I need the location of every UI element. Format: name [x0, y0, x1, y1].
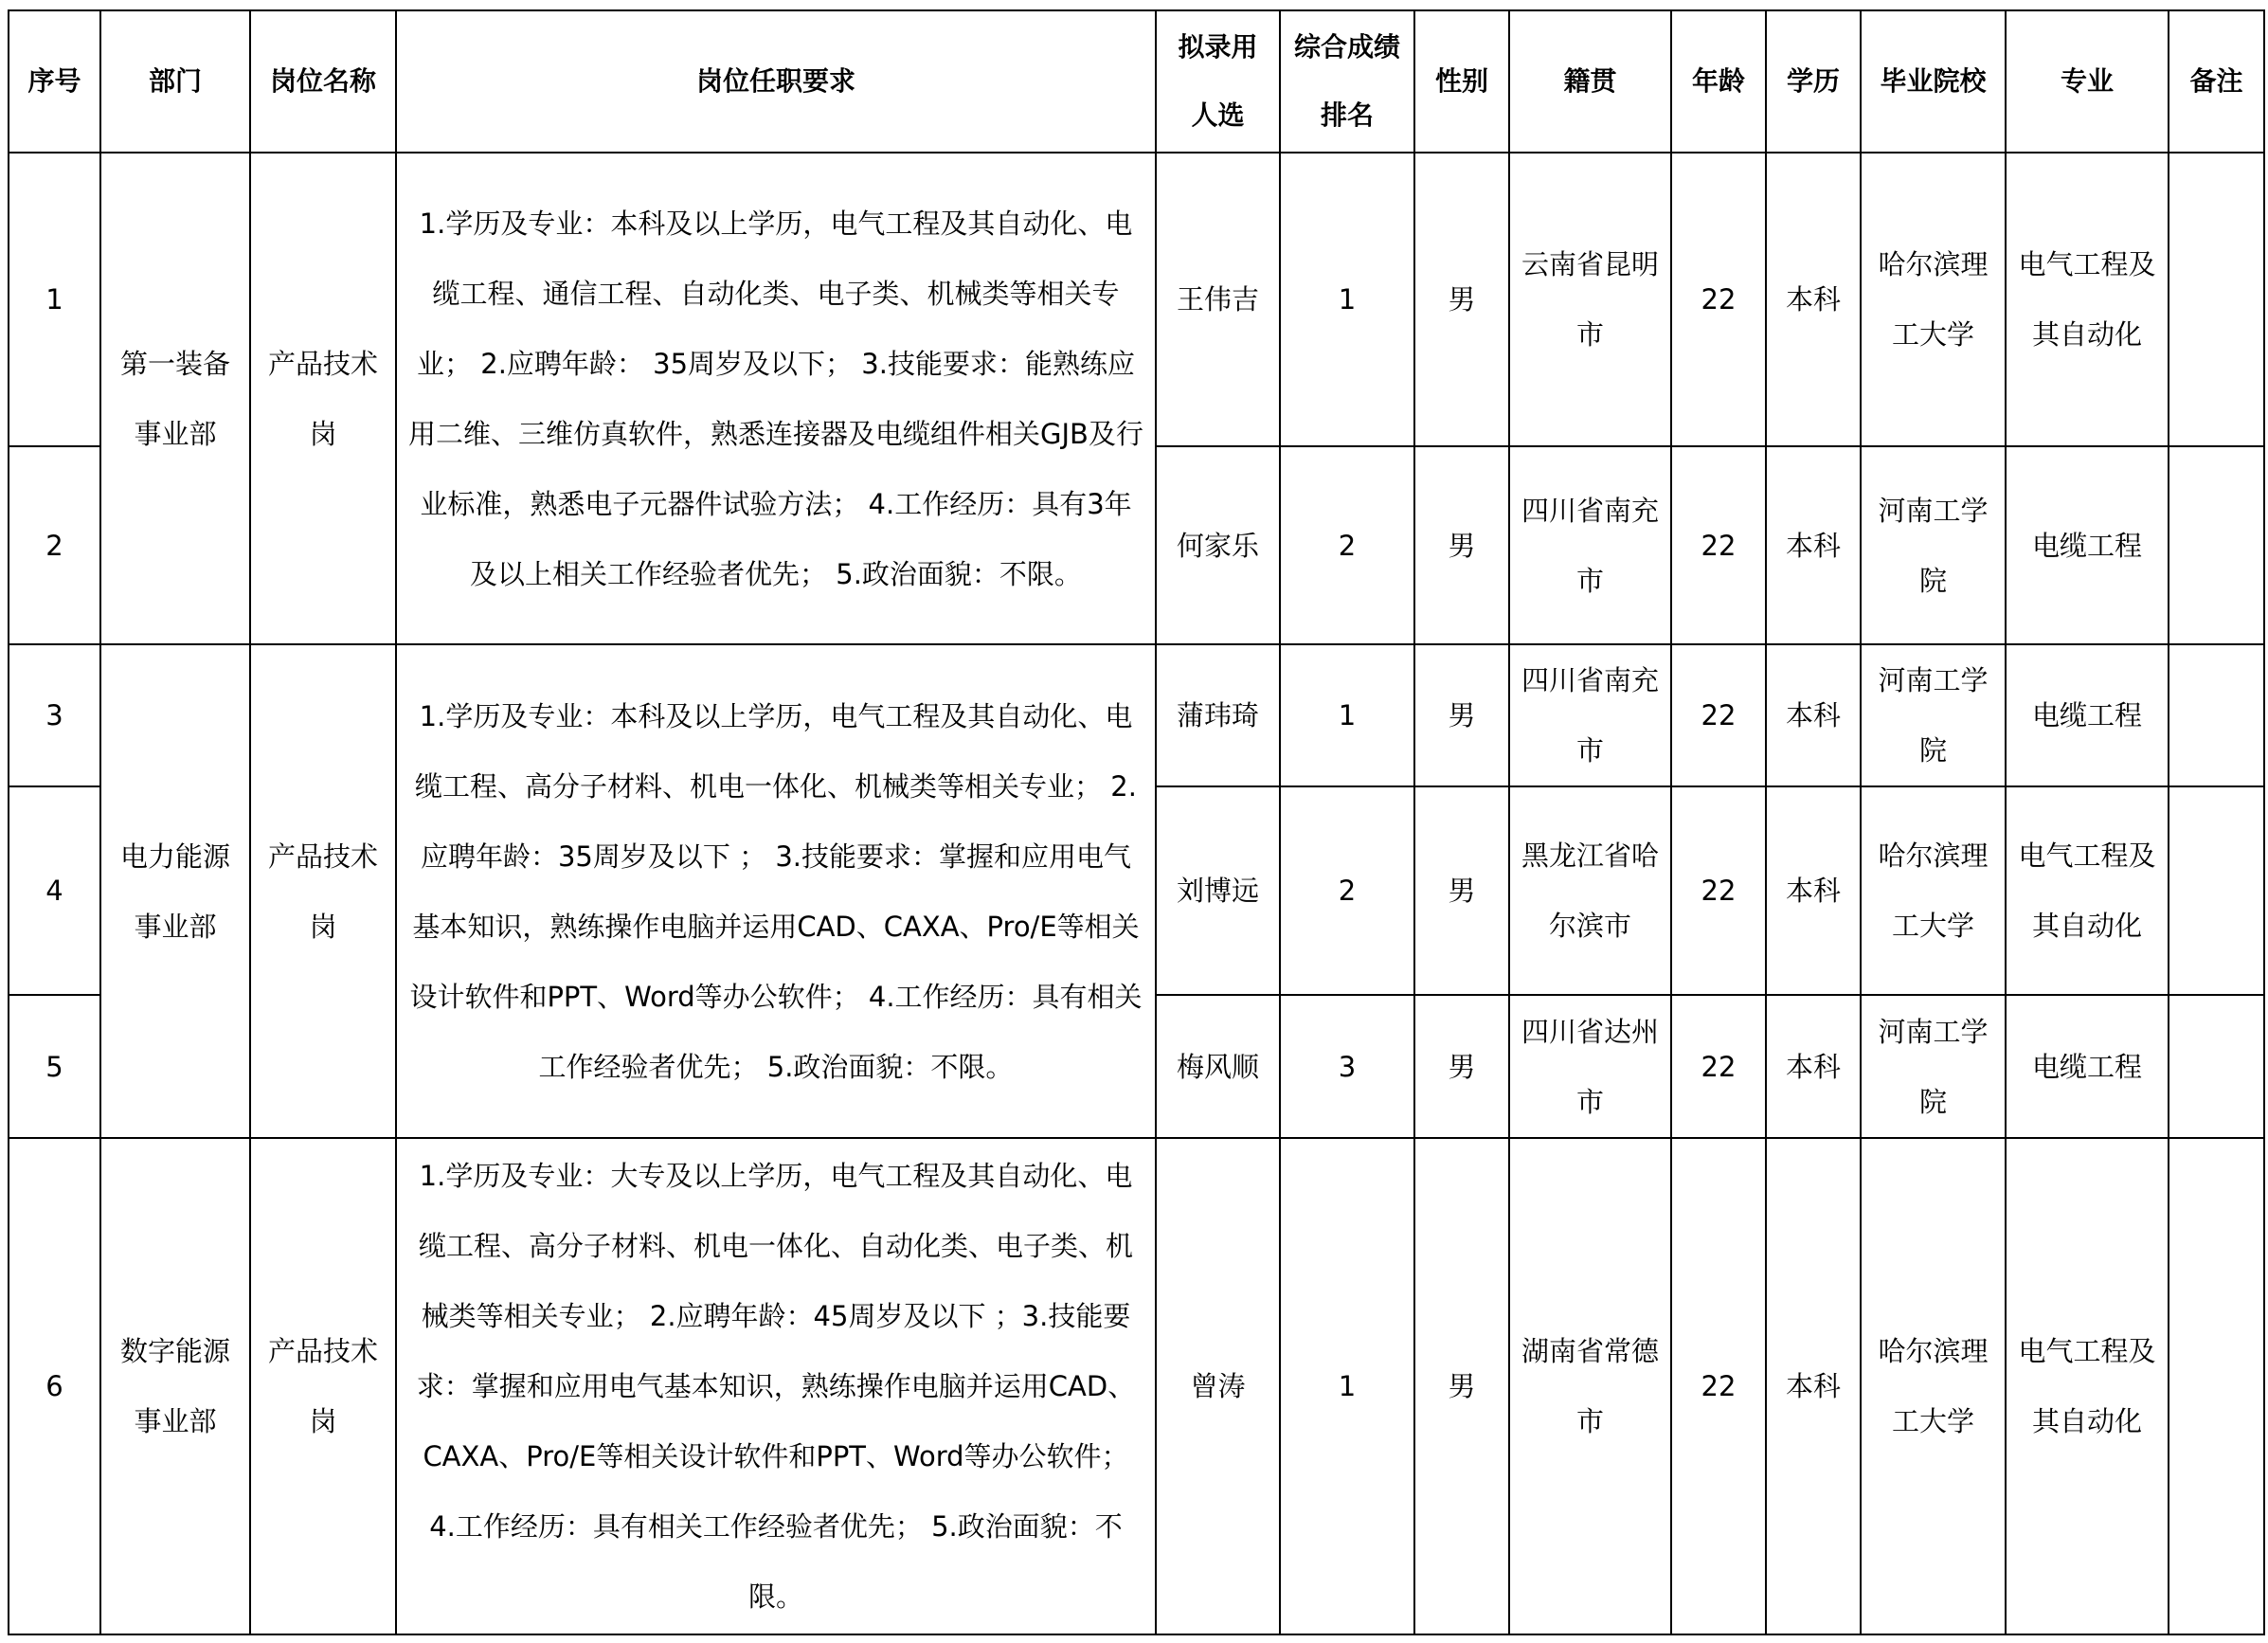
cell-major: 电缆工程 — [2006, 446, 2169, 644]
cell-position: 产品技术岗 — [250, 1138, 396, 1634]
cell-school: 哈尔滨理工大学 — [1861, 1138, 2006, 1634]
header-age: 年龄 — [1671, 10, 1766, 153]
cell-origin: 四川省南充市 — [1509, 644, 1671, 786]
cell-seq: 5 — [9, 995, 100, 1138]
cell-remark — [2169, 786, 2264, 995]
cell-education: 本科 — [1766, 644, 1861, 786]
cell-gender: 男 — [1414, 644, 1509, 786]
cell-education: 本科 — [1766, 446, 1861, 644]
cell-gender: 男 — [1414, 153, 1509, 446]
cell-major: 电气工程及其自动化 — [2006, 153, 2169, 446]
cell-seq: 2 — [9, 446, 100, 644]
cell-candidate: 曾涛 — [1156, 1138, 1280, 1634]
header-rank-text: 综合成绩排名 — [1293, 31, 1400, 131]
cell-requirements: 1.学历及专业：本科及以上学历，电气工程及其自动化、电缆工程、通信工程、自动化类、电子类、机械类等相关专业； 2.应聘年龄： 35周岁及以下； 3.技能要求：能熟练应用二维、三维仿真软件，熟悉连接器及电缆组件相关GJB及行业标准，熟悉电子元器件试验方法； 4.工作经历：具有3年及以上相关工作经验者优先； 5.政治面貌：不限。 — [396, 153, 1156, 644]
cell-education: 本科 — [1766, 153, 1861, 446]
cell-rank: 1 — [1280, 644, 1414, 786]
cell-gender: 男 — [1414, 995, 1509, 1138]
cell-origin: 云南省昆明市 — [1509, 153, 1671, 446]
cell-major: 电缆工程 — [2006, 995, 2169, 1138]
header-major: 专业 — [2006, 10, 2169, 153]
cell-requirements: 1.学历及专业：大专及以上学历，电气工程及其自动化、电缆工程、高分子材料、机电一体化、自动化类、电子类、机械类等相关专业； 2.应聘年龄：45周岁及以下 ；3.技能要求：掌握和应用电气基本知识，熟练操作电脑并运用CAD、CAXA、Pro/E等相关设计软件和PPT、Word等办公软件； 4.工作经历：具有相关工作经验者优先； 5.政治面貌：不限。 — [396, 1138, 1156, 1634]
cell-age: 22 — [1671, 446, 1766, 644]
cell-remark — [2169, 153, 2264, 446]
cell-origin: 四川省南充市 — [1509, 446, 1671, 644]
cell-age: 22 — [1671, 786, 1766, 995]
cell-age: 22 — [1671, 995, 1766, 1138]
cell-major: 电气工程及其自动化 — [2006, 786, 2169, 995]
header-seq: 序号 — [9, 10, 100, 153]
cell-remark — [2169, 1138, 2264, 1634]
header-rank — [1280, 10, 1414, 153]
cell-gender: 男 — [1414, 1138, 1509, 1634]
cell-rank: 2 — [1280, 786, 1414, 995]
header-school — [1861, 10, 2006, 153]
cell-origin: 湖南省常德市 — [1509, 1138, 1671, 1634]
cell-seq: 4 — [9, 786, 100, 995]
table-row — [9, 153, 2264, 446]
cell-school: 哈尔滨理工大学 — [1861, 153, 2006, 446]
table-row — [9, 644, 2264, 786]
cell-dept: 电力能源事业部 — [100, 644, 250, 1138]
cell-education: 本科 — [1766, 786, 1861, 995]
cell-position: 产品技术岗 — [250, 644, 396, 1138]
cell-age: 22 — [1671, 1138, 1766, 1634]
cell-school: 河南工学院 — [1861, 644, 2006, 786]
cell-remark — [2169, 446, 2264, 644]
cell-school: 河南工学院 — [1861, 995, 2006, 1138]
header-position: 岗位名称 — [250, 10, 396, 153]
cell-candidate: 刘博远 — [1156, 786, 1280, 995]
cell-school: 河南工学院 — [1861, 446, 2006, 644]
cell-seq: 6 — [9, 1138, 100, 1634]
cell-candidate: 何家乐 — [1156, 446, 1280, 644]
header-dept: 部门 — [100, 10, 250, 153]
header-requirements: 岗位任职要求 — [396, 10, 1156, 153]
cell-position: 产品技术岗 — [250, 153, 396, 644]
cell-school: 哈尔滨理工大学 — [1861, 786, 2006, 995]
header-candidate — [1156, 10, 1280, 153]
cell-age: 22 — [1671, 153, 1766, 446]
cell-requirements: 1.学历及专业：本科及以上学历，电气工程及其自动化、电缆工程、高分子材料、机电一体化、机械类等相关专业； 2.应聘年龄：35周岁及以下 ； 3.技能要求：掌握和应用电气基本知识，熟练操作电脑并运用CAD、CAXA、Pro/E等相关设计软件和PPT、Word等办公软件； 4.工作经历：具有相关工作经验者优先； 5.政治面貌：不限。 — [396, 644, 1156, 1138]
cell-rank: 1 — [1280, 153, 1414, 446]
header-remark: 备注 — [2169, 10, 2264, 153]
cell-origin: 黑龙江省哈尔滨市 — [1509, 786, 1671, 995]
table-row — [9, 1138, 2264, 1634]
cell-major: 电缆工程 — [2006, 644, 2169, 786]
cell-seq: 3 — [9, 644, 100, 786]
cell-education: 本科 — [1766, 995, 1861, 1138]
cell-origin: 四川省达州市 — [1509, 995, 1671, 1138]
cell-candidate: 梅风顺 — [1156, 995, 1280, 1138]
header-gender: 性别 — [1414, 10, 1509, 153]
header-school-text: 毕业院校 — [1880, 65, 1987, 97]
cell-gender: 男 — [1414, 786, 1509, 995]
cell-major: 电气工程及其自动化 — [2006, 1138, 2169, 1634]
cell-candidate: 蒲玮琦 — [1156, 644, 1280, 786]
cell-dept: 第一装备事业部 — [100, 153, 250, 644]
header-row — [9, 10, 2264, 153]
cell-age: 22 — [1671, 644, 1766, 786]
cell-gender: 男 — [1414, 446, 1509, 644]
cell-dept: 数字能源事业部 — [100, 1138, 250, 1634]
recruitment-table — [8, 9, 2265, 1635]
cell-seq: 1 — [9, 153, 100, 446]
cell-education: 本科 — [1766, 1138, 1861, 1634]
cell-remark — [2169, 995, 2264, 1138]
cell-rank: 1 — [1280, 1138, 1414, 1634]
cell-rank: 3 — [1280, 995, 1414, 1138]
header-origin: 籍贯 — [1509, 10, 1671, 153]
cell-remark — [2169, 644, 2264, 786]
header-candidate-text: 拟录用人选 — [1178, 31, 1258, 131]
cell-rank: 2 — [1280, 446, 1414, 644]
header-education: 学历 — [1766, 10, 1861, 153]
cell-candidate: 王伟吉 — [1156, 153, 1280, 446]
